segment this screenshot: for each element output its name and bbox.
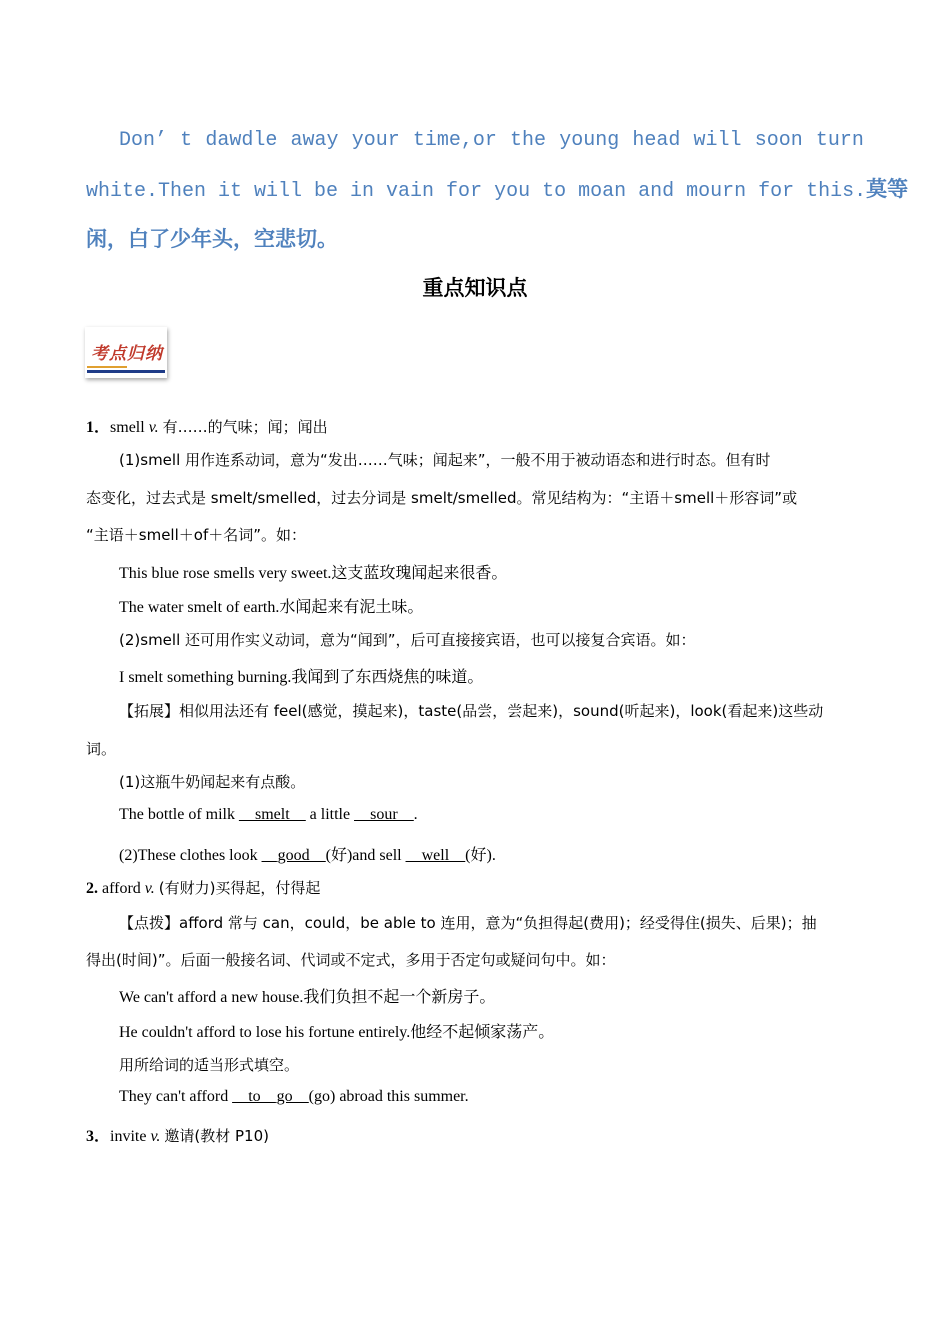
ex1-text-b: a little (305, 806, 355, 823)
ex1-text-c: . (413, 806, 418, 823)
ex1-text-a: The bottle of milk (119, 806, 239, 823)
item-1-number: 1 (86, 419, 94, 436)
item-2-number: 2. (86, 880, 98, 897)
ex2-text-c: (好). (465, 847, 496, 864)
quote-line-2-chinese: 莫等 (866, 177, 909, 201)
ex2-blank-well: __well__ (405, 847, 466, 864)
item-3-word: invite (110, 1128, 147, 1145)
badge-accent-bar (87, 366, 127, 368)
item-3-meaning: 邀请(教材 P10) (164, 1127, 269, 1145)
item-1-example-2: The water smelt of earth.水闻起来有泥土味。 (119, 599, 424, 616)
item-3-pos: v. (150, 1128, 161, 1145)
item-2-tip-line-2: 得出(时间)”。后面一般接名词、代词或不定式，多用于否定句或疑问句中。如： (86, 951, 616, 969)
quote-word-5: time,or (412, 129, 497, 152)
item-2-meaning: (有财力)买得起，付得起 (158, 879, 321, 897)
ex1-blank-sour: __sour__ (354, 806, 414, 823)
item-2-title (86, 877, 320, 898)
quote-word-7: young (559, 129, 620, 152)
ex2-text-a: (2)These clothes look (119, 847, 262, 864)
item-2-pos: v. (144, 880, 155, 897)
quote-line-2-english: white.Then it will be in vain for you to moan and mourn for this. (86, 180, 867, 203)
item-2-example-2: He couldn't afford to lose his fortune entirely.他经不起倾家荡产。 (119, 1024, 555, 1041)
ex2-blank-good: __good__ (261, 847, 326, 864)
item-2-tip-line-1: 【点拨】afford 常与 can，could，be able to 连用，意为“负担得起(费用)；经受得住(损失、后果)；抽 (119, 914, 817, 932)
quote-line-3 (86, 215, 338, 266)
ex2-text-b: (好)and sell (325, 847, 406, 864)
item-1-extension-line-2: 词。 (86, 740, 117, 758)
ex1-blank-smelt: __smelt__ (238, 806, 306, 823)
quote-word-0: Don’ (119, 129, 168, 152)
item-1-extension-line-1: 【拓展】相似用法还有 feel(感觉，摸起来)，taste(品尝，尝起来)，sound(听起来)，look(看起来)这些动 (119, 702, 824, 720)
item-2-instruction: 用所给词的适当形式填空。 (119, 1056, 300, 1074)
quote-word-6: the (510, 129, 547, 152)
item-1-exercise-1-answer (119, 806, 418, 824)
section-heading: 重点知识点 (422, 276, 528, 300)
item-1-pos: v. (148, 419, 159, 436)
item-1-para-2: (2)smell 还可用作实义动词，意为“闻到”，后可直接接宾语，也可以接复合宾语。如： (119, 631, 696, 649)
quote-word-11: turn (815, 129, 864, 152)
item-1-para-1-line-3: “主语＋smell＋of＋名词”。如： (86, 526, 306, 544)
item-1-para-1-line-2: 态变化，过去式是 smelt/smelled，过去分词是 smelt/smelled。常见结构为：“主语＋smell＋形容词”或 (86, 489, 798, 507)
item-2-word: afford (102, 880, 141, 897)
quote-line-2 (86, 165, 909, 216)
item-2-exercise-text-a: They can't afford (119, 1088, 233, 1105)
quote-word-4: your (351, 129, 400, 152)
quote-line-1 (119, 116, 864, 165)
item-1-title: 1．smell v. 有……的气味；闻；闻出 (86, 418, 328, 436)
badge-kaodian-guina (85, 327, 167, 378)
badge-underline-bar (87, 370, 165, 373)
quote-word-2: dawdle (205, 129, 278, 152)
quote-word-9: will (693, 129, 742, 152)
item-2-exercise (119, 1088, 469, 1106)
item-2-example-1: We can't afford a new house.我们负担不起一个新房子。 (119, 989, 496, 1006)
quote-word-1: t (180, 129, 193, 152)
item-1-para-1-line-1: (1)smell 用作连系动词，意为“发出……气味；闻起来”，一般不用于被动语态和进行时态。但有时 (119, 451, 771, 469)
item-1-example-1: This blue rose smells very sweet.这支蓝玫瑰闻起来很香。 (119, 565, 508, 582)
quote-line-3-chinese: 闲，白了少年头，空悲切。 (86, 227, 338, 251)
item-2-exercise-blank: __to__go__ (232, 1088, 309, 1105)
item-1-word: smell (110, 419, 145, 436)
badge-text: 考点归纳 (91, 344, 163, 364)
item-1-exercise-1-prompt: (1)这瓶牛奶闻起来有点酸。 (119, 773, 306, 791)
quote-word-8: head (632, 129, 681, 152)
item-3-number: 3 (86, 1128, 94, 1145)
item-1-example-3: I smelt something burning.我闻到了东西烧焦的味道。 (119, 669, 484, 686)
item-3-title: 3．invite v. 邀请(教材 P10) (86, 1127, 269, 1145)
quote-word-10: soon (754, 129, 803, 152)
item-1-meaning: 有……的气味；闻；闻出 (162, 418, 328, 436)
item-1-exercise-2 (119, 842, 496, 865)
item-2-exercise-text-b: (go) abroad this summer. (308, 1088, 469, 1105)
quote-word-3: away (290, 129, 339, 152)
